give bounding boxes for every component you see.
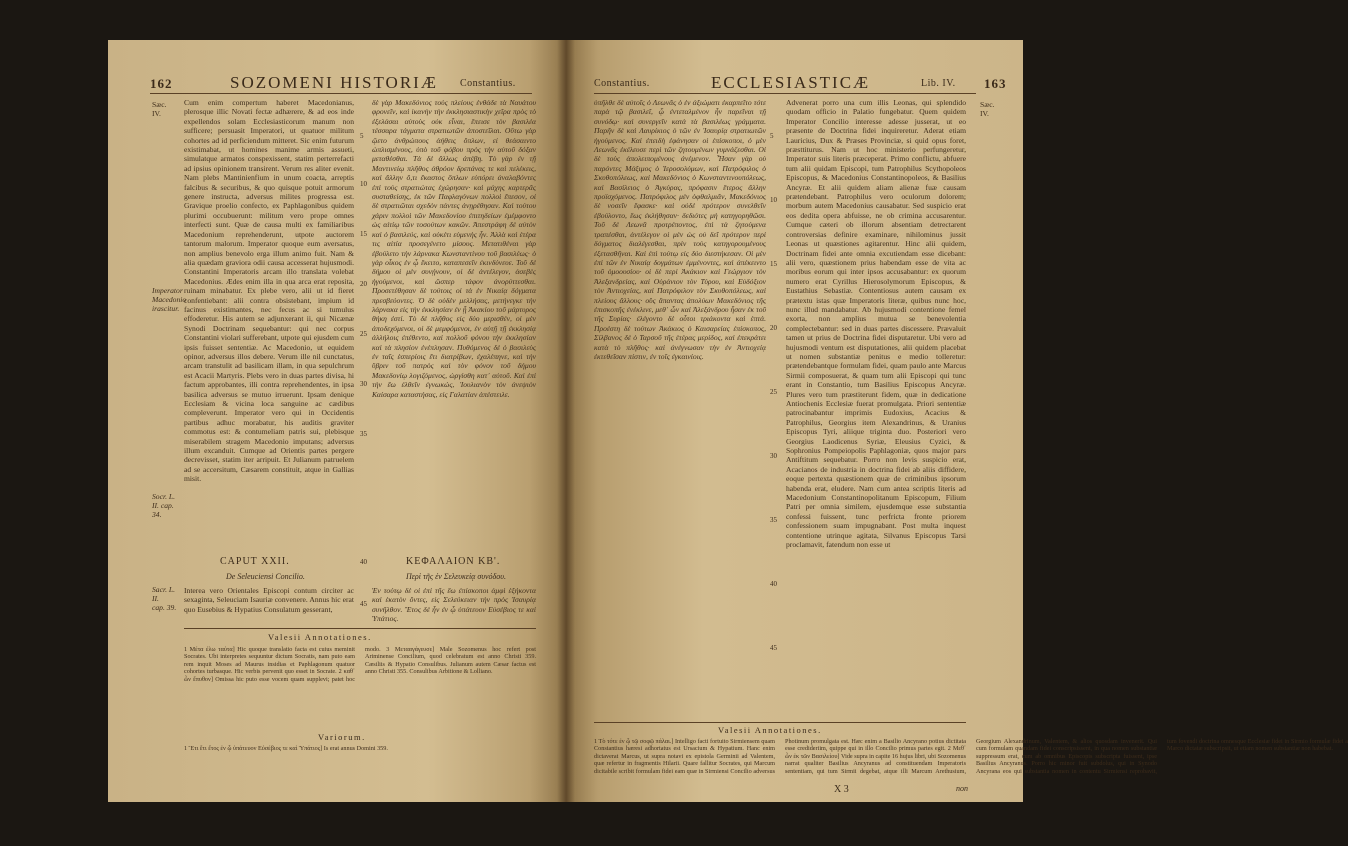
header-rule bbox=[150, 93, 532, 94]
line-number: 45 bbox=[770, 644, 777, 652]
notes-heading: Valesii Annotationes. bbox=[268, 632, 372, 642]
chapter-latin-text: Interea vero Orientales Episcopi contum circiter ac sexaginta, Seleuciam Isauriæ convenere. Annus hic erat quo Eusebius & Hypatius Consulatum gesserant, bbox=[184, 586, 354, 614]
line-number: 15 bbox=[770, 260, 777, 268]
line-number: 10 bbox=[360, 180, 367, 188]
book-gutter bbox=[557, 40, 575, 802]
running-head-title: ECCLESIASTICÆ bbox=[711, 73, 871, 92]
greek-column: ὑπῆλθε δὲ αὐτοῖς ὁ Λεωνᾶς ὁ ἐν ἀξιώματι ἐκαρπεῖτο τότε παρὰ τῷ βασιλεῖ, ᾧ ἐντεταλμένον ἦν παρεῖναι τῇ συνόδῳ· καὶ συνεργεῖν κατὰ τὰ βασιλέως γράμματα. Παρῆν δὲ καὶ Λαυρίκιος ὁ τῶν ἐν Ἰσαυρίᾳ στρατιωτῶν ἡγούμενος. Καὶ ἐπειδὴ ἐφάνησαν οἱ ἐπίσκοποι, ὁ μὲν Λεωνᾶς ἐκέλευσε περὶ τῶν ζητουμένων γυμνάζεσθαι. Οἱ δὲ τοὺς ἀπολειπομένους ἀνέμενον. Ἦσαν γὰρ οὐ παρόντες Μάξιμος ὁ Ἱεροσολύμων, καὶ Πατρόφιλος ὁ Σκυθοπόλεως, καὶ Μακεδόνιος ὁ Κωνσταντινουπόλεως, καὶ Βασίλειος ὁ Ἀγκύρας, πρόφασιν ἕτερος ἄλλην προϊσχόμενος. Πατρόφιλος μὲν ὀφθαλμιᾶν, Μακεδόνιος δὲ νοσεῖν ἔφασκε· καὶ οὐδὲ πρότερον συνελθεῖν ἐβούλοντο, ἕως ἐκλήθησαν· δεδιότες μὴ κατηγορηθῶσι. Τοῦ δὲ Λεωνᾶ προτρέποντος, ἐπὶ τὰ ζητούμενα τραπέσθαι, ἀντέλεγον οἱ μὲν ὡς οὐ δεῖ πρότερον περὶ δόγματος διαλέγεσθαι, πρὶν τοὺς κατηγορουμένους ἐξετασθῆναι. Καὶ ἐπὶ τούτῳ εἰς δύο διεστήκεσαν. Οἱ μὲν ἐπὶ τῶν ἐν Νικαίᾳ δογμάτων ἐμμένοντες, καὶ ἀπέκειντο τοῦ ὁμοουσίου· οἱ δὲ περὶ Ἀκάκιον καὶ Γεώργιον τὸν Ἀλεξανδρείας, καὶ Οὐράνιον τὸν Τύρου, καὶ Εὐδόξιον τὸν Ἀντιοχείας, καὶ Πατρόφιλον τὸν Σκυθοπόλεως, καὶ πλείους ἄλλους· οὓς ἅπαντας ἀπολύων Μακεδόνιος τῆς ἐπισκοπῆς ἐνέκλινε, μεθ᾿ ὧν καὶ Ἀλεξάνδρου ἦσαν ἐκ τοῦ τῆς Συρίας· ἐλέγοντο δὲ οὗτοι τριάκοντα καὶ ἑπτά. Προέστη δὲ τούτων Ἀκάκιος ὁ Καισαρείας ἐπίσκοπος, Σίλβανος δὲ ὁ Ταρσοῦ τῆς ἑτέρας μερίδος, καὶ ἐπεκράτει κατὰ τὸ πλῆθος· καὶ ἀνέγνωσαν τὴν ἐν Ἀντιοχείᾳ ἐκτεθεῖσαν πίστιν, ἐν τοῖς ἐγκαινίοις. bbox=[594, 98, 766, 361]
margin-note-imperator: Imperator Macedonio irascitur. bbox=[152, 286, 187, 313]
line-number: 45 bbox=[360, 600, 367, 608]
chapter-greek-title: ΚΕΦΑΛΑΙΟΝ ΚΒ'. bbox=[406, 556, 501, 567]
header-rule bbox=[594, 93, 976, 94]
notes-text: 1 Μέτα ἐλω ταύτα] Hic quoque translatio facta est cuius meminit Socrates. Ubi interpretes sequuntur dictum Socratis, nam puto eam rem inquit Moses ad Maurus insidias et Paphlagonum quatuor cohortes turbasque. Hic verbis pervenit quo esset in Socrate. 2 καθ᾿ ὧν ἔπυθον] Omissa hic puto esse vocem quam supplevi; patet hoc modo. 3 Μετααγάγευσε] Male Sozomenus hoc refert post Ariminense Concilium, quod celebratum est anno Christi 359. Cæsiliis & Hypatio Consulibus. Julianum autem Cæsar factus est anno Christi 355. Consulibus Arbitione & Lolliano. bbox=[184, 646, 536, 683]
running-head-title: SOZOMENI HISTORIÆ bbox=[230, 73, 438, 92]
running-head-book: Lib. IV. bbox=[921, 78, 956, 89]
notes-rule bbox=[184, 628, 536, 629]
notes-text: 1 Τὸ τότε ἐν ᾧ τῷ σοφῷ πάλαι.] Intelligo facti fortuito Sirmiensem quam Constantius hæresi adhortatus est Ursacium & Hypatium. Hanc enim dictaverat Marcus, ut supra notavi ex epistola Germinii ad Valentem, quæ refertur in fragmentis Hilarii. Quare fallitur Socrates, qui Marcum dicitabile scribit formulam fidei eam quæ in Sirmiensi Concilio adversus Photinum promulgata est. Hæc enim a Basilio Ancyrano potius dictitata esse credideriim, quippe qui in illo Concilio primus partes egit. 2 Μεθ᾿ ὧν ἐκ τῶν Βασιλείου] Vide supra in capite 16 hujus libri, ubi Sozomenus narrat qualiter Basilius Ancyranus ad constituendam Imperatoris sententiam, qui tum Sirmii degebat, atque illi Marcum Arethusium, Georgium Alexandrinum, Valentem, & alios quosdam invenerit. Qui cum formulam quandam fidei conscripsissent, in qua nomen substantiæ suppressum erat, cum ab omnibus Episcopis subscripta fuissent, ipse Basilius Ancyranus. Porro hic minor fuit subdolus, qui in Synodo Ancyrana eos qui substantia nomen in contentu Sirmiensi reprobavit, tum fovendi doctrina omnesque Ecclesiæ fidei in Sirmio formulæ fidei a Marco dictatæ subscripsit, ut etiam nomen substantiæ non habebat. bbox=[594, 738, 1348, 775]
margin-note-socrates: Socr. L. II. cap. 34. bbox=[152, 492, 175, 519]
chapter-latin-subtitle: De Seleuciensi Concilio. bbox=[226, 572, 305, 581]
line-number: 40 bbox=[360, 558, 367, 566]
line-number: 25 bbox=[360, 330, 367, 338]
left-page bbox=[108, 40, 566, 802]
line-number: 5 bbox=[360, 132, 364, 140]
right-page bbox=[566, 40, 1348, 802]
chapter-greek-text: Ἐν τούτῳ δὲ οἱ ἐπὶ τῆς ἕω ἐπίσκοποι ἀμφὶ ἑξήκοντα καὶ ἑκατὸν ὄντες, εἰς Σελεύκειαν τὴν πρὸς Ἰσαυρίᾳ συνῆλθον. Ἔτος δὲ ἦν ἐν ᾧ ὑπάτευον Εὐσέβιος τε καὶ Ὑπάτιος. bbox=[372, 586, 536, 624]
line-number: 20 bbox=[770, 324, 777, 332]
greek-column: δὲ γὰρ Μακεδόνιος τοὺς πλείους ἐνθάδε τὰ Ναυάτου φρονεῖν, καὶ ἱκανὴν τὴν ἐκκλησιαστικὴν χεῖρα πρὸς τὸ ἐξελάσαι αὐτοὺς οὐκ εἶναι, ἔπεισε τὸν βασιλέα τέσσαρα τάγματα στρατιωτῶν ἀποστεῖλαι. Οὕτω γὰρ ᾤετο ἀνθρώπους ἀήθεις ὅπλων, εἰ θεάσαιντο ὡπλισμένους, ὑπὸ τοῦ φόβου πρὸς τὴν αὐτοῦ δόξαν μεταθέσθαι. Τὰ δὲ ἄλλως ἀπέβη. Τὸ γὰρ ἐν τῇ Μαντινείῳ πλῆθος ἀθρόον δρεπάνας τε καὶ πελέκεις, καὶ ἄλλην ὅ,τι ἕκαστος ὅπλων εὐπόρει ἀναλαβόντες ἐπὶ τοὺς στρατιώτας ἐχώρησαν· καὶ μάχης καρτερᾶς συσταθείσης, ἐκ τῶν Παφλαγόνων πολλοὶ ἔπεσον, οἱ δὲ στρατιῶται σχεδὸν πάντες ἀνῃρέθησαν. Καὶ τούτου χάριν πολλοὶ τῶν Μακεδονίου ἐπιτηδείων ἐμέμφοντο ὡς αἰτίῳ τῶν τοσούτων κακῶν. Ἀπεστράφη δὲ αὐτὸν καὶ ὁ βασιλεύς, καὶ οὐκέτι εὐμενὴς ἦν. Ἀλλὰ καὶ ἑτέρα τις αἰτία προσεγένετο μίσους. Μετατιθέναι γὰρ ἐβούλετο τὴν λάρνακα Κωνσταντίνου τοῦ βασιλέως· ὁ γὰρ οἶκος ἐν ᾧ ἔκειτο, καταπεσεῖν ἐκινδύνευε. Τοῦ δὲ δήμου οἱ μὲν συνῄνουν, οἱ δὲ ἀντέλεγον, ἀσεβὲς ἡγούμενοι, καὶ ὥσπερ τάφον ἀνορύττεσθαι. Προσετέθησαν δὲ τούτοις οἱ τὰ ἐν Νικαίᾳ δόγματα πρεσβεύοντες. Ὁ δὲ οὐδὲν μελλήσας, μετήνεγκε τὴν λάρνακα εἰς τὴν ἐκκλησίαν ἐν ᾗ Ἀκακίου τοῦ μάρτυρος θήκη ἐστί. Τὸ δὲ πλῆθος εἰς δύο μερισθέν, οἱ μὲν ἀποδεχόμενοι, οἱ δὲ μεμφόμενοι, ἐν αὐτῇ τῇ ἐκκλησίᾳ ἀλλήλοις ἐπέθεντο, καὶ πολλοῦ φόνου τὴν ἐκκλησίαν καὶ τὰ πλησίον ἐνέπλησαν. Πυθόμενος δὲ ὁ βασιλεὺς ἐν ταῖς ἑσπερίοις ἔτι διατρίβων, ἐχαλέπηνε, καὶ τὴν ὕβριν τοῦ πατρὸς καὶ τὸν φόνον τοῦ δήμου Μακεδονίῳ λογιζόμενος, ὠργίσθη κατ᾿ αὐτοῦ. Καὶ ἐπὶ τὴν ἕω ἐλθεῖν ἐγνωκώς, Ἰουλιανὸν τὸν ἀνεψιὸν Καίσαρα καταστήσας, εἰς Γαλατίαν ἀπέστειλε. bbox=[372, 98, 536, 399]
catchword: non bbox=[956, 784, 968, 793]
line-number: 10 bbox=[770, 196, 777, 204]
line-number: 25 bbox=[770, 388, 777, 396]
line-number: 35 bbox=[360, 430, 367, 438]
line-number: 5 bbox=[770, 132, 774, 140]
variorum-heading: Variorum. bbox=[318, 732, 366, 742]
page-number: 163 bbox=[984, 76, 1007, 91]
margin-ref-bottom: Sacr. L. II. cap. 39. bbox=[152, 585, 177, 612]
notes-heading: Valesii Annotationes. bbox=[718, 725, 822, 735]
line-number: 15 bbox=[360, 230, 367, 238]
margin-century: Sæc. IV. bbox=[152, 100, 167, 118]
line-number: 35 bbox=[770, 516, 777, 524]
margin-century: Sæc. IV. bbox=[980, 100, 995, 118]
variorum-text: 1 Ἔτι ἔτι ἔτος ἐν ᾧ ὑπάτευον Εὐσέβιος τε καὶ Ὑπάτιος] Is erat annus Domini 359. bbox=[184, 745, 388, 752]
chapter-greek-subtitle: Περὶ τῆς ἐν Σελευκείᾳ συνόδου. bbox=[406, 572, 506, 581]
line-number: 20 bbox=[360, 280, 367, 288]
notes-rule bbox=[594, 722, 966, 723]
page-number: 162 bbox=[150, 76, 173, 91]
open-book bbox=[108, 40, 1348, 802]
latin-column: Advenerat porro una cum illis Leonas, qui splendido quodam officio in Palatio fungebatur. Quem quidem Imperator Concilio interesse adesse jusserat, ut eo præsente de Doctrina fidei inquireretur. Aderat etiam Lauricius, Dux & Præses Provinciæ, si quid opus foret, præsttiturus. Nam ut hoc ministerio perfungeretur, Imperator suis literis præceperat. Primo conflictu, abfuere tum alii quidam Episcopi, tum Patrophilus Scythopoleos Episcopus, & Macedonius Constantinopoleos, & Basilius Ancyræ. Et alii quidem aliam alienæ fuæ causam prætendebant. Patrophilus vero oculorum dolorem; morbum autem Macedonius causabatur. Sed suspicio erat eos dedita opera abfuisse, ne ob crimina accusarentur. Cumque cæteri ob illorum absentiam detrectarent controversias definire examinare, nihilominus jussit Leonas ut quæstiones agitarentur. Hinc alii quidem, Doctrinam fidei ante omnia excutiendam esse dicebant: alii vero, quæstionem prius habendam esse de vita ac moribus eorum qui inter ipsos accusabantur: ex quorum numero erat Cyrillus Hierosolymorum Episcopus, & Eustathius Sebastiæ. Contentiosus autem causam ex prætextu istas quæ Imperatoris literæ, quibus nunc hoc, nunc illud mandabatur. Ab hujusmodi contentione femel exorta, non amplius mutua se benevolentia complectebantur: sed in duas partes discessere. Prævaluit tamen ut prius de Doctrina fidei disputaretur. Ubi vero ad hujusmodi ventum est disputationes, alii quidem placebat ut nomen substantiæ penitus e medio tolleretur: prætendebantque formulam fidei, quam paulo ante Marcus Sirmii composuerat, & quam tum alii Episcopi qui tunc erant in Constantio, tum Basilius Episcopus Ancyræ. Plures vero tum præstiterunt fidem, quæ in dedicatione Antiochenis Ecclesiæ fuerat promulgata. Priori sententiæ patrocinabantur imprimis Eudoxius, Acacius & Patrophilus, Georgius item Alexandrinus, & Uranius Episcopus Tyri, aliique triginta duo. Posteriori vero Georgius Laodicenus Syriæ, Eleusius Cyzici, & Sophronius Pompeiopolis Paphlagoniæ, quos major pars Antiftitum sequebatur. Porro non levis suspicio erat, Acacianos de industria in doctrina fidei ab aliis diffidere, eoque pertexta quæstionem quæ de criminibus ipsorum habenda erat, eludere. Nam cum antea scriptis literis ad Macedonium Constantinopolitanum Episcopum, Filium Patri per omnia similem, ejusdemque esse substantia confessi fuissent, tunc perfricta fronte priorem confessionem suam impugnabant. Post multa inquest contentione utrinque agitata, Silvanus Episcopus Tarsi proclamavit, fatendum non esse ut bbox=[786, 98, 966, 550]
signature-mark: X 3 bbox=[834, 784, 849, 795]
line-number: 40 bbox=[770, 580, 777, 588]
running-head-emperor: Constantius. bbox=[594, 78, 650, 89]
chapter-latin-title: CAPUT XXII. bbox=[220, 556, 290, 567]
line-number: 30 bbox=[770, 452, 777, 460]
latin-column: Cum enim compertum haberet Macedonianus, plerosque illic Novati fectæ adhærere, & ad eos inde expellendos solam Ecclesiasticorum manum non sufficere; persuasit Imperatori, ut quatuor militum cohortes ad id perficiendum mitteret. Sic enim futurum existimabat, ut homines manime armis assueti, simulatque armatos conspexissent, statim perterrefacti ad ipsius opinionem transirent. Verum res aliter evenit. Nam plebs Mantinienfium in unum coacta, arreptis falcibus & securibus, & quo quisque potuit armorum genere instructa, adversus milites progressa est. Gravique proelio confecto, ex Paphlagonibus quidem plurimi occubuerunt: militum vero prope omnes interfecti sunt. Quæ de causa multi ex familiaribus Macedonium reprehenderunt, utpote auctorem tantorum malorum. Imperator quoque eum aversatus, non amplius benevolo erga illum animo fuit. Nam & alia quædam graviora odii causa accesserat hujusmodi. Constantini Imperatoris arcam illo translata volebat Macedonius. Ædes enim illa in qua arca erat reposita, ruinam minabatur. Ex plebe vero, alii ut id fieret confentiebant: alii contra obsistebant, impium id facinus existimantes, nec fecus ac si tumulus effoderetur. His autem se adjunxerant ii, qui Nicænæ Synodi Doctrinam sequebantur: qui nec corpus Constantini violari sufferebant, utpote qui ejusdem cum ipsis fuisset sententiæ. Ac Macedonio, ut equidem opinor, adversus illos debere. Verum ille nil cunctatus, arcam transtulit ad basilicam illam, in qua sepulchrum est Acacii Martyris. Plebs vero in duas partes divisa, hi factum approbantes, illi contra reprehendentes, in ipsa basilica adversus se mutuo irruerunt. Ipsam denique Ecclesiam & vicina loca sanguine ac cædibus compleverunt. Imperator vero qui in Occidentis partibus adhuc morabatur, his auditis graviter commotus est: & contumeliam patris sui, plebisque miserabilem stragem Macedonio imputans; adversus illum excanduit. Cumque ad Orientis partes pergere decrevisset, statim iter arripuit. Et Julianum patruelem ad se accersitum, Cæsarem constituit, atque in Gallias misit. bbox=[184, 98, 354, 484]
line-number: 30 bbox=[360, 380, 367, 388]
running-head-emperor: Constantius. bbox=[460, 78, 516, 89]
